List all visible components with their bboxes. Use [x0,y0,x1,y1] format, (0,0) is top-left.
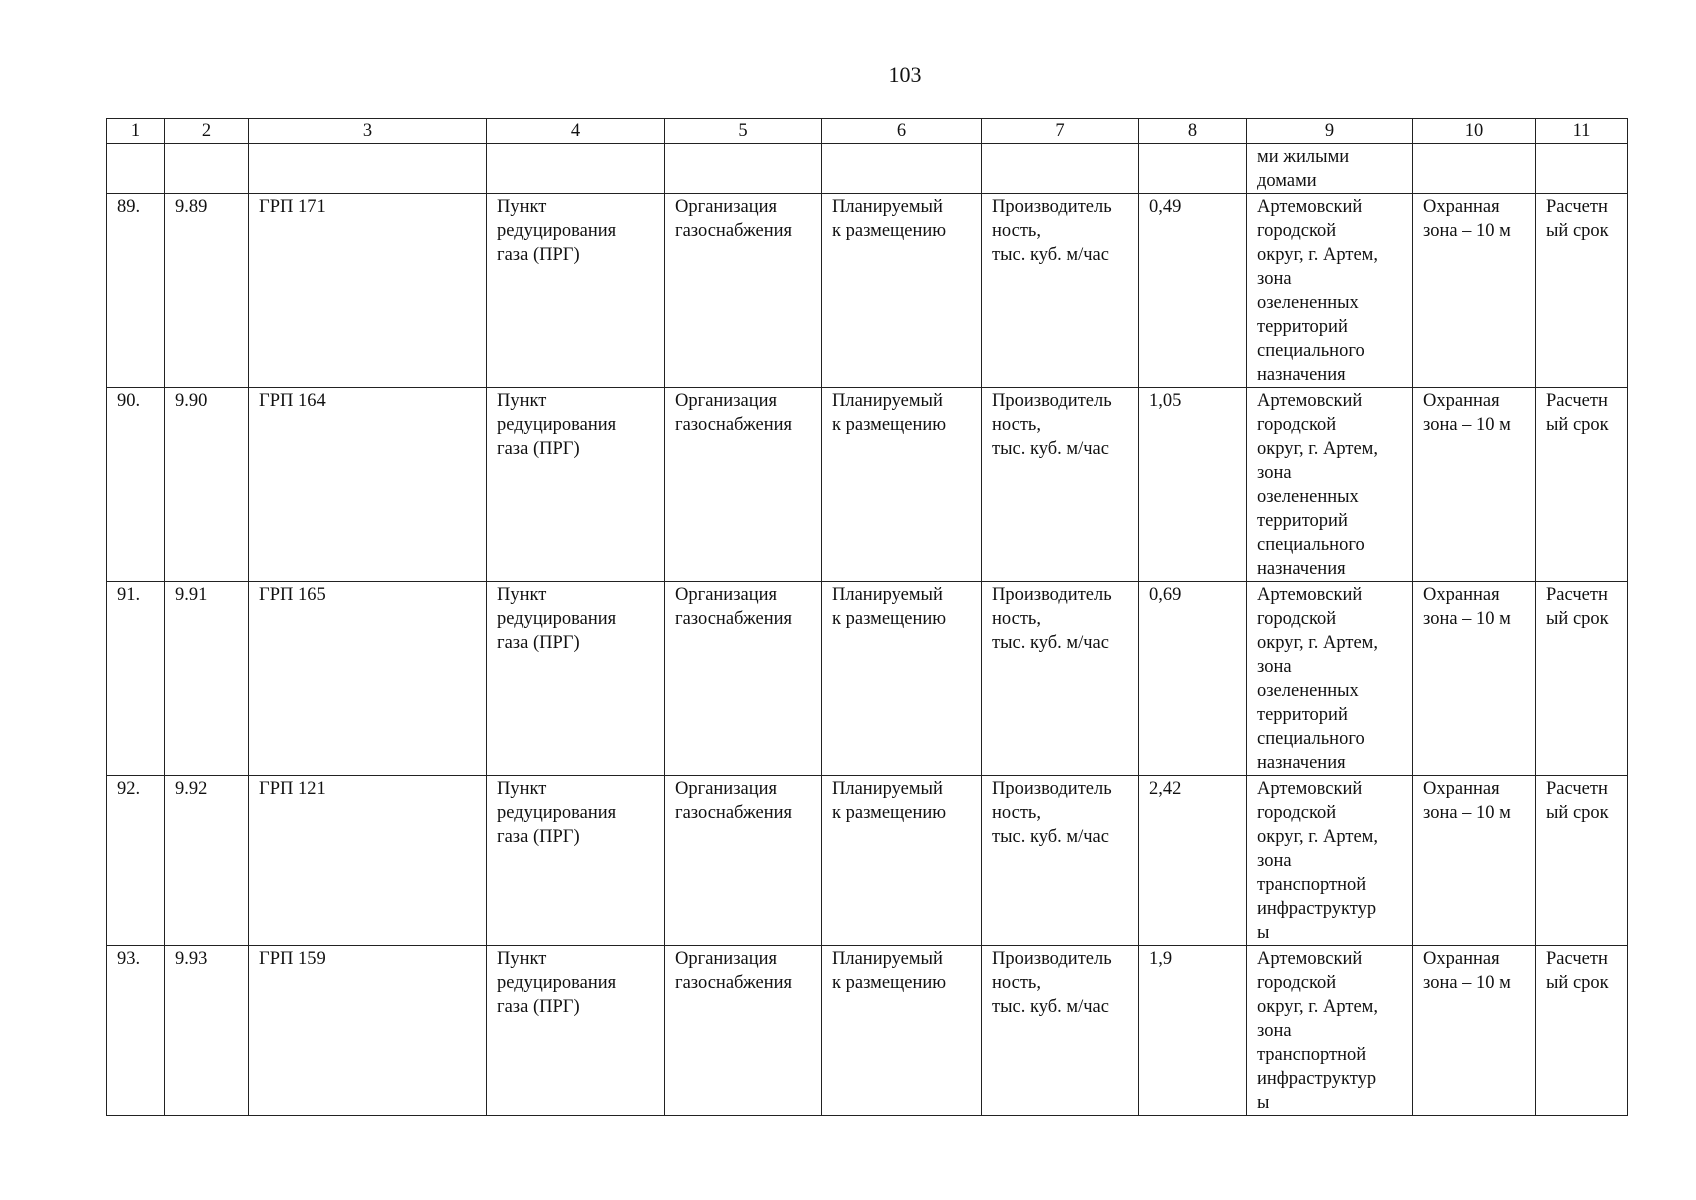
zone-cell: Охранная зона – 10 м [1413,946,1536,1116]
organization-cell: Организация газоснабжения [665,582,822,776]
location-cell: Артемовский городской округ, г. Артем, зона транспортной инфраструктур ы [1247,776,1413,946]
table-cell [982,144,1139,194]
table-row [107,582,1628,776]
location-cell: Артемовский городской округ, г. Артем, зона озелененных территорий специального назначения [1247,582,1413,776]
zone-cell: Охранная зона – 10 м [1413,194,1536,388]
location-cell: Артемовский городской округ, г. Артем, зона озелененных территорий специального назначения [1247,194,1413,388]
parameter-cell: Производитель ность, тыс. куб. м/час [982,194,1139,388]
row-number-cell: 92. [107,776,165,946]
location-cell: Артемовский городской округ, г. Артем, зона транспортной инфраструктур ы [1247,946,1413,1116]
location-cell: Артемовский городской округ, г. Артем, зона озелененных территорий специального назначения [1247,388,1413,582]
status-cell: Планируемый к размещению [822,388,982,582]
column-number: 11 [1536,119,1628,144]
column-number: 3 [249,119,487,144]
value-cell: 1,05 [1139,388,1247,582]
parameter-cell: Производитель ность, тыс. куб. м/час [982,582,1139,776]
value-cell: 2,42 [1139,776,1247,946]
value-cell: 0,49 [1139,194,1247,388]
item-code-cell: 9.93 [165,946,249,1116]
table-row [107,194,1628,388]
row-number-cell: 90. [107,388,165,582]
status-cell: Планируемый к размещению [822,776,982,946]
table-cell [107,144,165,194]
row-number-cell: 93. [107,946,165,1116]
table-cell [249,144,487,194]
continuation-row [107,144,1628,194]
organization-cell: Организация газоснабжения [665,776,822,946]
term-cell: Расчетн ый срок [1536,194,1628,388]
object-type-cell: Пункт редуцирования газа (ПРГ) [487,582,665,776]
column-number: 1 [107,119,165,144]
object-name-cell: ГРП 165 [249,582,487,776]
table-cell [822,144,982,194]
row-number-cell: 91. [107,582,165,776]
table-cell [1413,144,1536,194]
column-number: 9 [1247,119,1413,144]
column-number: 7 [982,119,1139,144]
object-name-cell: ГРП 159 [249,946,487,1116]
table-cell [1536,144,1628,194]
table-cell [665,144,822,194]
table-row [107,946,1628,1116]
status-cell: Планируемый к размещению [822,194,982,388]
object-name-cell: ГРП 171 [249,194,487,388]
term-cell: Расчетн ый срок [1536,776,1628,946]
document-table [106,118,1628,1116]
object-type-cell: Пункт редуцирования газа (ПРГ) [487,194,665,388]
object-type-cell: Пункт редуцирования газа (ПРГ) [487,946,665,1116]
row-number-cell: 89. [107,194,165,388]
column-number-row [107,119,1628,144]
value-cell: 1,9 [1139,946,1247,1116]
item-code-cell: 9.89 [165,194,249,388]
object-name-cell: ГРП 121 [249,776,487,946]
status-cell: Планируемый к размещению [822,582,982,776]
table-row [107,776,1628,946]
table-cell [487,144,665,194]
zone-cell: Охранная зона – 10 м [1413,582,1536,776]
table-cell [165,144,249,194]
object-name-cell: ГРП 164 [249,388,487,582]
column-number: 4 [487,119,665,144]
term-cell: Расчетн ый срок [1536,946,1628,1116]
table-cell [1139,144,1247,194]
organization-cell: Организация газоснабжения [665,194,822,388]
item-code-cell: 9.92 [165,776,249,946]
value-cell: 0,69 [1139,582,1247,776]
organization-cell: Организация газоснабжения [665,946,822,1116]
column-number: 2 [165,119,249,144]
organization-cell: Организация газоснабжения [665,388,822,582]
table-cell: ми жилыми домами [1247,144,1413,194]
object-type-cell: Пункт редуцирования газа (ПРГ) [487,388,665,582]
term-cell: Расчетн ый срок [1536,388,1628,582]
parameter-cell: Производитель ность, тыс. куб. м/час [982,946,1139,1116]
object-type-cell: Пункт редуцирования газа (ПРГ) [487,776,665,946]
status-cell: Планируемый к размещению [822,946,982,1116]
item-code-cell: 9.91 [165,582,249,776]
column-number: 10 [1413,119,1536,144]
term-cell: Расчетн ый срок [1536,582,1628,776]
zone-cell: Охранная зона – 10 м [1413,776,1536,946]
parameter-cell: Производитель ность, тыс. куб. м/час [982,388,1139,582]
item-code-cell: 9.90 [165,388,249,582]
parameter-cell: Производитель ность, тыс. куб. м/час [982,776,1139,946]
column-number: 5 [665,119,822,144]
table-row [107,388,1628,582]
column-number: 8 [1139,119,1247,144]
column-number: 6 [822,119,982,144]
zone-cell: Охранная зона – 10 м [1413,388,1536,582]
page-number: 103 [888,62,922,87]
